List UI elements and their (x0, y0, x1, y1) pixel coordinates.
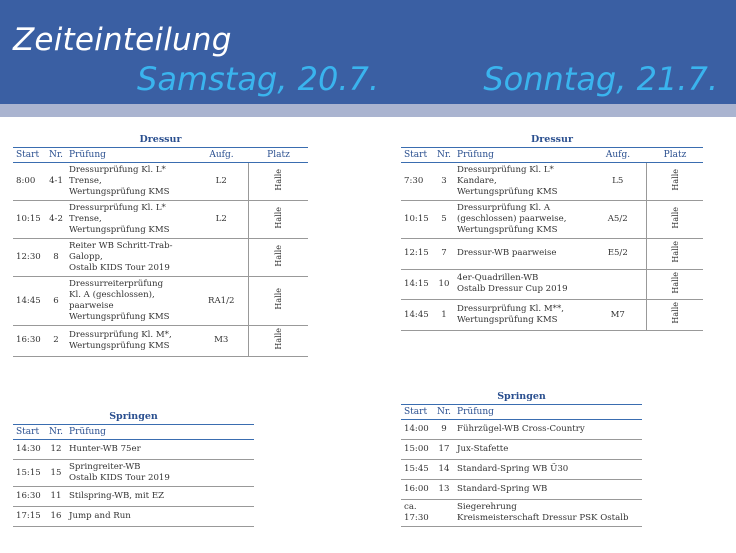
sunday-heading: Sonntag, 21.7. (483, 60, 718, 98)
cell-pruefung: Dressurprüfung Kl. A (geschlossen) paarweise, Wertungsprüfung KMS (454, 201, 589, 239)
cell-start: 10:15 (401, 201, 434, 239)
cell-start: 15:00 (401, 440, 434, 460)
cell-pruefung: Führzügel-WB Cross-Country (454, 420, 642, 440)
col-nr: Nr. (434, 405, 454, 420)
cell-pruefung: Dressurprüfung Kl. L* Trense, Wertungsprüfung KMS (66, 163, 194, 201)
table-row (13, 277, 308, 326)
sunday-dressur-table (401, 147, 703, 331)
cell-pruefung: Standard-Spring WB Ü30 (454, 460, 642, 480)
cell-start: 16:30 (13, 487, 46, 507)
cell-pruefung: Dressurprüfung Kl. L* Kandare, Wertungsprüfung KMS (454, 163, 589, 201)
cell-start: 8:00 (13, 163, 46, 201)
cell-aufg: M7 (589, 300, 647, 331)
page-title: Zeiteinteilung (13, 22, 232, 58)
cell-pruefung: 4er-Quadrillen-WB Ostalb Dressur Cup 2019 (454, 269, 589, 300)
col-start: Start (13, 148, 46, 163)
table-row (401, 460, 642, 480)
cell-platz: Halle (647, 201, 703, 239)
table-row (13, 440, 254, 460)
cell-platz: Halle (647, 269, 703, 300)
col-nr: Nr. (46, 425, 66, 440)
cell-nr: 2 (46, 326, 66, 357)
col-pruefung: Prüfung (454, 148, 589, 163)
cell-start: 7:30 (401, 163, 434, 201)
section-title: Dressur (139, 134, 182, 145)
cell-nr: 5 (434, 201, 454, 239)
section-title: Springen (109, 411, 158, 422)
table-row (401, 300, 703, 331)
cell-nr: 1 (434, 300, 454, 331)
table-row (13, 239, 308, 277)
col-nr: Nr. (46, 148, 66, 163)
section-title: Springen (497, 391, 546, 402)
cell-pruefung: Jump and Run (66, 507, 254, 527)
sunday-springen-block (401, 390, 642, 527)
col-aufg: Aufg. (589, 148, 647, 163)
cell-platz: Halle (249, 277, 308, 326)
cell-platz: Halle (249, 201, 308, 239)
cell-nr: 7 (434, 239, 454, 270)
cell-start: 15:45 (401, 460, 434, 480)
cell-platz: Halle (249, 326, 308, 357)
cell-nr: 3 (434, 163, 454, 201)
cell-nr: 4-2 (46, 201, 66, 239)
cell-nr: 8 (46, 239, 66, 277)
cell-nr: 6 (46, 277, 66, 326)
saturday-dressur-table (13, 147, 308, 357)
col-pruefung: Prüfung (66, 148, 194, 163)
table-row (13, 487, 254, 507)
cell-aufg (589, 269, 647, 300)
cell-start: 12:15 (401, 239, 434, 270)
table-row (13, 201, 308, 239)
saturday-heading: Samstag, 20.7. (137, 60, 379, 98)
col-pruefung: Prüfung (66, 425, 254, 440)
cell-start: 16:00 (401, 480, 434, 500)
cell-nr: 12 (46, 440, 66, 460)
table-row (401, 420, 642, 440)
cell-aufg: M3 (194, 326, 249, 357)
cell-pruefung: Dressurprüfung Kl. M*, Wertungsprüfung KMS (66, 326, 194, 357)
table-row (13, 326, 308, 357)
saturday-springen-table (13, 424, 254, 527)
cell-aufg: A5/2 (589, 201, 647, 239)
section-title: Dressur (531, 134, 573, 145)
cell-platz: Halle (647, 163, 703, 201)
cell-platz: Halle (249, 163, 308, 201)
table-row (13, 460, 254, 487)
cell-nr: 9 (434, 420, 454, 440)
cell-aufg: L2 (194, 201, 249, 239)
cell-aufg: L5 (589, 163, 647, 201)
cell-aufg: E5/2 (589, 239, 647, 270)
cell-nr: 17 (434, 440, 454, 460)
col-start: Start (401, 405, 434, 420)
cell-platz: Halle (249, 239, 308, 277)
cell-pruefung: Dressurprüfung Kl. M**, Wertungsprüfung KMS (454, 300, 589, 331)
saturday-springen-block (13, 410, 254, 527)
cell-nr: 10 (434, 269, 454, 300)
col-platz: Platz (647, 148, 703, 163)
cell-aufg: L2 (194, 163, 249, 201)
cell-nr: 11 (46, 487, 66, 507)
table-row (13, 507, 254, 527)
cell-start: 12:30 (13, 239, 46, 277)
cell-pruefung: Dressur-WB paarweise (454, 239, 589, 270)
col-nr: Nr. (434, 148, 454, 163)
cell-nr: 16 (46, 507, 66, 527)
header-banner (0, 0, 736, 104)
cell-start: 14:00 (401, 420, 434, 440)
sunday-dressur-block (401, 133, 703, 331)
cell-nr: 14 (434, 460, 454, 480)
cell-platz: Halle (647, 300, 703, 331)
cell-pruefung: Dressurprüfung Kl. L* Trense, Wertungsprüfung KMS (66, 201, 194, 239)
cell-start: 14:30 (13, 440, 46, 460)
cell-pruefung: Springreiter-WB Ostalb KIDS Tour 2019 (66, 460, 254, 487)
cell-nr: 13 (434, 480, 454, 500)
cell-start: 15:15 (13, 460, 46, 487)
cell-pruefung: Standard-Spring WB (454, 480, 642, 500)
col-platz: Platz (249, 148, 308, 163)
cell-nr (434, 500, 454, 527)
cell-pruefung: Jux-Stafette (454, 440, 642, 460)
cell-pruefung: Stilspring-WB, mit EZ (66, 487, 254, 507)
cell-nr: 4-1 (46, 163, 66, 201)
cell-start: 14:45 (401, 300, 434, 331)
cell-start: 17:15 (13, 507, 46, 527)
cell-pruefung: Hunter-WB 75er (66, 440, 254, 460)
table-row (401, 239, 703, 270)
table-row (13, 163, 308, 201)
table-row (401, 500, 642, 527)
cell-aufg (194, 239, 249, 277)
table-row (401, 269, 703, 300)
table-row (401, 440, 642, 460)
col-start: Start (401, 148, 434, 163)
table-row (401, 201, 703, 239)
cell-pruefung: Dressurreiterprüfung Kl. A (geschlossen), paarweise Wertungsprüfung KMS (66, 277, 194, 326)
cell-nr: 15 (46, 460, 66, 487)
saturday-dressur-block (13, 133, 308, 357)
cell-platz: Halle (647, 239, 703, 270)
col-aufg: Aufg. (194, 148, 249, 163)
cell-start: 16:30 (13, 326, 46, 357)
cell-pruefung: Siegerehrung Kreismeisterschaft Dressur PSK Ostalb (454, 500, 642, 527)
cell-start: ca. 17:30 (401, 500, 434, 527)
cell-pruefung: Reiter WB Schritt-Trab-Galopp, Ostalb KIDS Tour 2019 (66, 239, 194, 277)
col-start: Start (13, 425, 46, 440)
cell-start: 10:15 (13, 201, 46, 239)
sunday-springen-table (401, 404, 642, 527)
cell-start: 14:15 (401, 269, 434, 300)
col-pruefung: Prüfung (454, 405, 642, 420)
header-band (0, 104, 736, 117)
table-row (401, 163, 703, 201)
cell-aufg: RA1/2 (194, 277, 249, 326)
table-row (401, 480, 642, 500)
cell-start: 14:45 (13, 277, 46, 326)
